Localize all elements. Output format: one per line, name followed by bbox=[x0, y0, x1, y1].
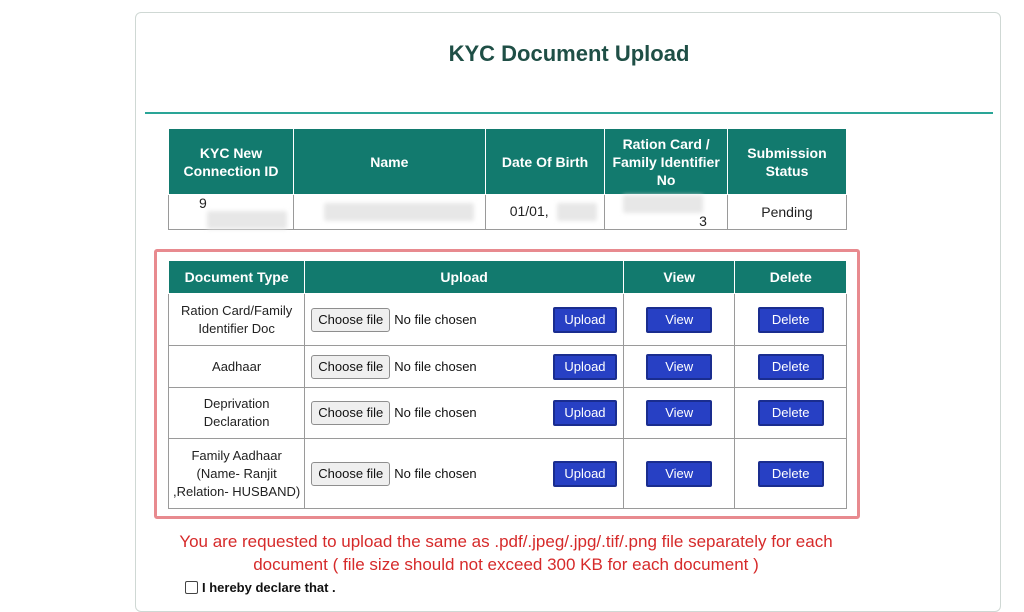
file-status-label: No file chosen bbox=[394, 311, 477, 327]
title-divider bbox=[145, 112, 993, 114]
cell-ration-no bbox=[605, 195, 728, 230]
header-view: View bbox=[623, 261, 735, 294]
doc-type-line: Deprivation bbox=[203, 396, 270, 411]
file-status-label: No file chosen bbox=[394, 405, 477, 420]
doc-row-family-aadhaar bbox=[169, 439, 847, 509]
doc-type-line: Aadhaar bbox=[212, 358, 262, 374]
view-cell bbox=[623, 388, 735, 439]
delete-button[interactable]: Delete bbox=[758, 307, 824, 333]
view-cell bbox=[623, 439, 735, 509]
redacted-block bbox=[557, 203, 597, 221]
view-cell bbox=[623, 346, 735, 388]
redacted-block bbox=[324, 203, 474, 221]
view-button[interactable]: View bbox=[646, 400, 712, 426]
view-button[interactable]: View bbox=[646, 461, 712, 487]
header-connection-id: KYC New Connection ID bbox=[169, 129, 294, 195]
choose-file-button[interactable]: Choose file bbox=[311, 462, 390, 486]
delete-cell bbox=[735, 294, 847, 346]
header-document-type: Document Type bbox=[169, 261, 305, 294]
doc-type-cell bbox=[169, 346, 305, 388]
cell-name bbox=[294, 195, 486, 230]
cell-status: Pending bbox=[727, 195, 846, 230]
cell-dob bbox=[485, 195, 605, 230]
upload-button[interactable]: Upload bbox=[553, 461, 617, 487]
doc-type-cell bbox=[169, 439, 305, 509]
choose-file-button[interactable]: Choose file bbox=[311, 355, 390, 379]
file-status-label: No file chosen bbox=[394, 465, 477, 481]
doc-type-cell bbox=[169, 294, 305, 346]
redacted-block bbox=[207, 211, 287, 229]
upload-cell bbox=[305, 346, 624, 388]
upload-button[interactable]: Upload bbox=[553, 354, 617, 380]
notice-line: You are requested to upload the same as .pdf/.jpeg/.jpg/.tif/.png file separately for each bbox=[179, 532, 833, 551]
declaration-checkbox[interactable] bbox=[185, 581, 198, 594]
upload-button[interactable]: Upload bbox=[553, 400, 617, 426]
delete-button[interactable]: Delete bbox=[758, 400, 824, 426]
header-dob: Date Of Birth bbox=[485, 129, 605, 195]
delete-button[interactable]: Delete bbox=[758, 354, 824, 380]
doc-type-line: Ration Card/Family bbox=[180, 302, 293, 318]
notice-line: document ( file size should not exceed 300 KB for each document ) bbox=[253, 555, 759, 574]
upload-cell bbox=[305, 388, 624, 439]
doc-type-line: Family Aadhaar bbox=[191, 447, 282, 463]
doc-row-aadhaar bbox=[169, 346, 847, 388]
delete-cell bbox=[735, 388, 847, 439]
kyc-info-table bbox=[168, 128, 847, 230]
header-upload: Upload bbox=[305, 261, 624, 294]
file-format-notice bbox=[176, 530, 836, 576]
declaration-label: I hereby declare that . bbox=[202, 580, 336, 595]
choose-file-button[interactable]: Choose file bbox=[311, 401, 390, 425]
upload-cell bbox=[305, 294, 624, 346]
header-ration-no: Ration Card / Family Identifier No bbox=[605, 129, 728, 195]
info-header-row bbox=[169, 129, 847, 195]
ration-no-value: 3 bbox=[699, 213, 707, 230]
doc-type-cell bbox=[169, 388, 305, 439]
view-button[interactable]: View bbox=[646, 307, 712, 333]
view-cell bbox=[623, 294, 735, 346]
view-button[interactable]: View bbox=[646, 354, 712, 380]
doc-row-ration-card bbox=[169, 294, 847, 346]
doc-type-line: Identifier Doc bbox=[198, 320, 275, 336]
info-data-row bbox=[169, 195, 847, 230]
doc-row-deprivation bbox=[169, 388, 847, 439]
cell-connection-id bbox=[169, 195, 294, 230]
delete-cell bbox=[735, 439, 847, 509]
dob-value: 01/01, bbox=[509, 203, 549, 219]
doc-type-line: Declaration bbox=[203, 414, 270, 429]
upload-cell bbox=[305, 439, 624, 509]
doc-type-line: (Name- Ranjit bbox=[196, 465, 277, 481]
header-name: Name bbox=[294, 129, 486, 195]
delete-cell bbox=[735, 346, 847, 388]
choose-file-button[interactable]: Choose file bbox=[311, 308, 390, 332]
document-table bbox=[168, 260, 847, 509]
connection-id-value: 9 bbox=[199, 195, 207, 211]
upload-button[interactable]: Upload bbox=[553, 307, 617, 333]
file-status-label: No file chosen bbox=[394, 358, 477, 374]
doc-type-line: ,Relation- HUSBAND) bbox=[173, 483, 301, 499]
page-title: KYC Document Upload bbox=[448, 41, 690, 66]
declaration-row bbox=[185, 580, 336, 595]
header-delete: Delete bbox=[735, 261, 847, 294]
doc-header-row bbox=[169, 261, 847, 294]
header-status: Submission Status bbox=[727, 129, 846, 195]
delete-button[interactable]: Delete bbox=[758, 461, 824, 487]
redacted-block bbox=[623, 195, 703, 213]
